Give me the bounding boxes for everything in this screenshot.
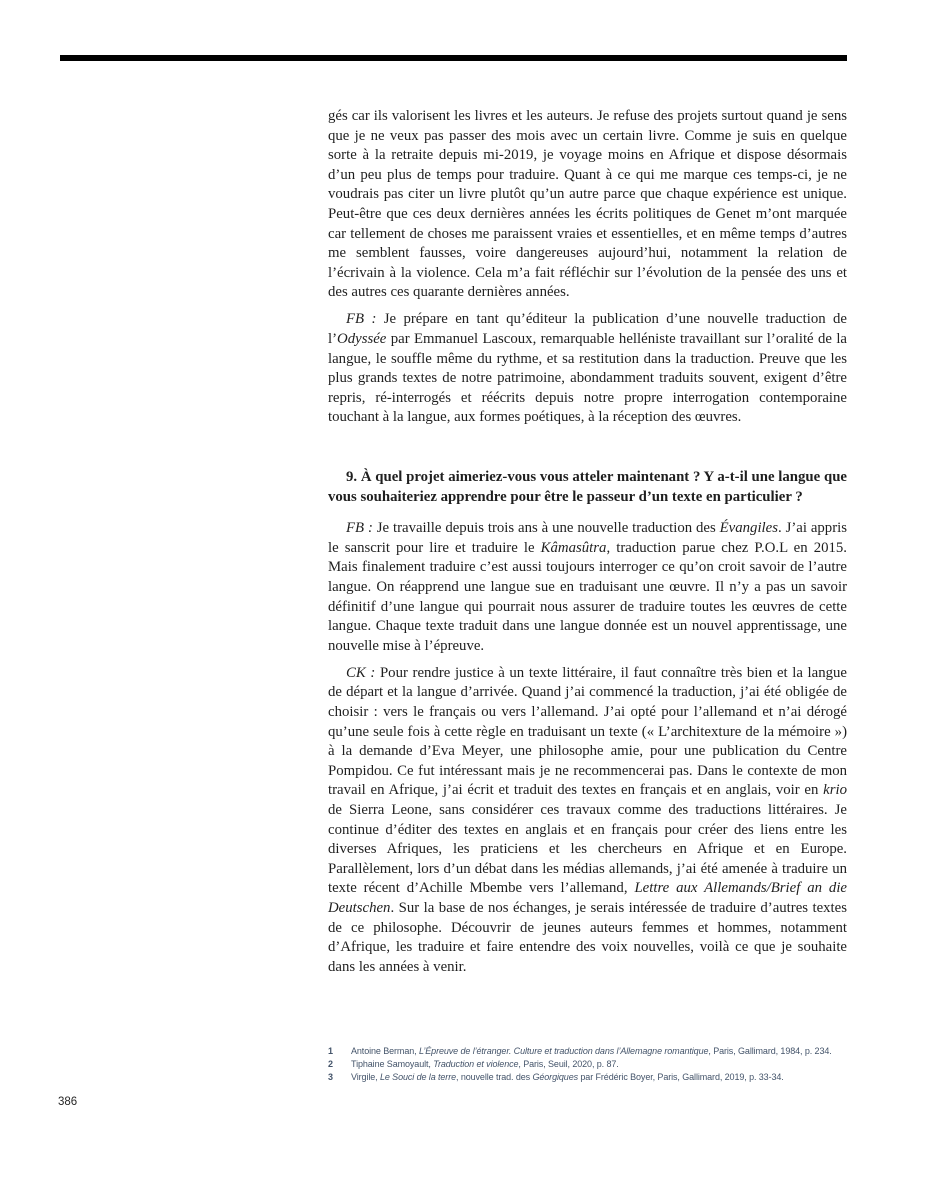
italic-text-segment: Kâmasûtra [540, 539, 607, 556]
text-segment: Tiphaine Samoyault, [351, 1059, 434, 1070]
italic-text-segment: L’Épreuve de l’étranger. Culture et traduction dans l’Allemagne romantique [418, 1046, 709, 1056]
italic-text-segment: Géorgiques [532, 1072, 578, 1083]
italic-text-segment: Évangiles [719, 520, 778, 537]
footnote-text [351, 1045, 832, 1058]
article-paragraph [328, 519, 847, 656]
text-segment: Je prépare en tant qu’éditeur la publication d’une nouvelle traduction de l’ [328, 311, 847, 348]
italic-text-segment: Le Souci de la terre [379, 1072, 457, 1083]
italic-text-segment: FB : [346, 520, 373, 537]
italic-text-segment: Traduction et violence [433, 1059, 519, 1070]
footnote-number: 2 [328, 1059, 333, 1070]
text-segment: de Sierra Leone, sans considérer ces travaux comme des traductions littéraires. Je continue d’éditer des textes en anglais et en français pour créer des liens entre les diverses Afriques, les praticiens et les chercheurs en Afrique et en Europe. Parallèlement, lors d’un débat dans les médias allemands, j’ai été amenée à traduire un texte récent d’Achille Mbembe vers l’allemand, [328, 802, 847, 897]
footnote-text [351, 1071, 784, 1084]
interview-question-heading [328, 468, 847, 507]
text-segment: Virgile, [351, 1072, 380, 1083]
text-segment: . J’ai appris le sanscrit pour lire et traduire le [328, 520, 847, 556]
footnote [328, 1058, 928, 1071]
footnote [328, 1045, 928, 1058]
text-segment: , Paris, Seuil, 2020, p. 87. [518, 1059, 619, 1070]
article-paragraph [328, 107, 847, 303]
text-segment: , Paris, Gallimard, 1984, p. 234. [708, 1046, 832, 1056]
footnote-text [351, 1058, 619, 1071]
text-segment: Je travaille depuis trois ans à une nouvelle traduction des [372, 520, 720, 537]
article-paragraph [328, 310, 847, 428]
text-segment: gés car ils valorisent les livres et les auteurs. Je refuse des projets surtout quand je sens que je ne veux pas passer des mois avec un certain livre. Comme je suis en quelque sorte à la retraite depuis mi-2019, je voyage moins en Afrique et dispose désormais d’un peu plus de temps pour traduire. Quant à ce qui me marque ces temps-ci, je ne voudrais pas citer un livre plutôt qu’un autre parce que chaque expérience est unique. Peut-être que ces deux dernières années les écrits politiques de Genet m’ont marquée car tellement de choses me paraissent vraies et essentielles, et en même temps d’autres me semblent fausses, voire dangereuses aujourd’hui, notamment la relation de l’écrivain à la violence. Cela m’a fait réfléchir sur l’évolution de la pensée des uns et des autres ces quarante dernières années. [328, 108, 847, 301]
footnote-number: 3 [328, 1072, 333, 1083]
text-segment: par Emmanuel Lascoux, remarquable helléniste travaillant sur l’oralité de la langue, le souffle même du rythme, et sa restitution dans la traduction. Preuve que les plus grands textes de notre patrimoine, abondamment traduits souvent, exigent d’être repris, ré-interrogés et réécrits depuis notre propre interrogation contemporaine touchant à la langue, aux formes poétiques, à la réception des œuvres. [328, 331, 847, 426]
page-number: 386 [58, 1096, 78, 1108]
text-segment: Pour rendre justice à un texte littéraire, il faut connaître très bien et la langue de départ et la langue d’arrivée. Quand j’ai commencé la traduction, j’ai été obligée de choisir : vers le français ou vers l’allemand. J’ai opté pour l’allemand et n’ai dérogé qu’une seule fois à cette règle en traduisant un texte (« L’architexture de la mémoire ») à la demande d’Eva Meyer, une philosophe amie, pour une publication du Centre Pompidou. Ce fut intéressant mais je ne recommencerai pas. Dans le contexte de mon travail en Afrique, j’ai écrit et traduit des textes en français et en anglais, voir en [328, 664, 848, 799]
italic-text-segment: Odyssée [337, 331, 387, 348]
text-segment: , traduction parue chez P.O.L en 2015. Mais finalement traduire c’est aussi toujours interroger ce qu’on croit savoir de l’autre langue. On réapprend une langue sue en traduisant une œuvre. Il n’y a pas un savoir définitif d’une langue qui pourrait nous assurer de traduire toutes les œuvres de cette langue. Chaque texte traduit dans une langue donnée est un nouvel apprentissage, une nouvelle mise à l’épreuve. [328, 539, 847, 654]
article-text-block [328, 107, 847, 977]
footnote [328, 1071, 928, 1084]
italic-text-segment: Lettre aux Allemands/Brief an die Deutschen [328, 880, 847, 916]
text-segment: 9. À quel projet aimeriez-vous vous atteler maintenant ? Y a-t-il une langue que vous souhaiteriez apprendre pour être le passeur d’un texte en particulier ? [328, 469, 847, 505]
italic-text-segment: CK : [346, 664, 376, 681]
footnote-number: 1 [328, 1046, 333, 1056]
paragraphs-container [328, 107, 847, 977]
text-segment: Antoine Berman, [351, 1046, 419, 1056]
article-paragraph [328, 664, 847, 978]
italic-text-segment: FB : [346, 311, 377, 328]
text-segment: . Sur la base de nos échanges, je serais intéressée de traduire d’autres textes de ce philosophe. Découvrir de jeunes auteurs femmes et hommes, notamment d’Afrique, les traduire et faire entendre des voix nouvelles, voilà ce que je souhaite dans les années à venir. [328, 899, 847, 975]
footnotes [328, 1045, 928, 1085]
italic-text-segment: krio [823, 782, 847, 799]
text-segment: par Frédéric Boyer, Paris, Gallimard, 2019, p. 33-34. [578, 1072, 784, 1083]
text-segment: , nouvelle trad. des [456, 1072, 533, 1083]
header-rule [60, 55, 847, 61]
